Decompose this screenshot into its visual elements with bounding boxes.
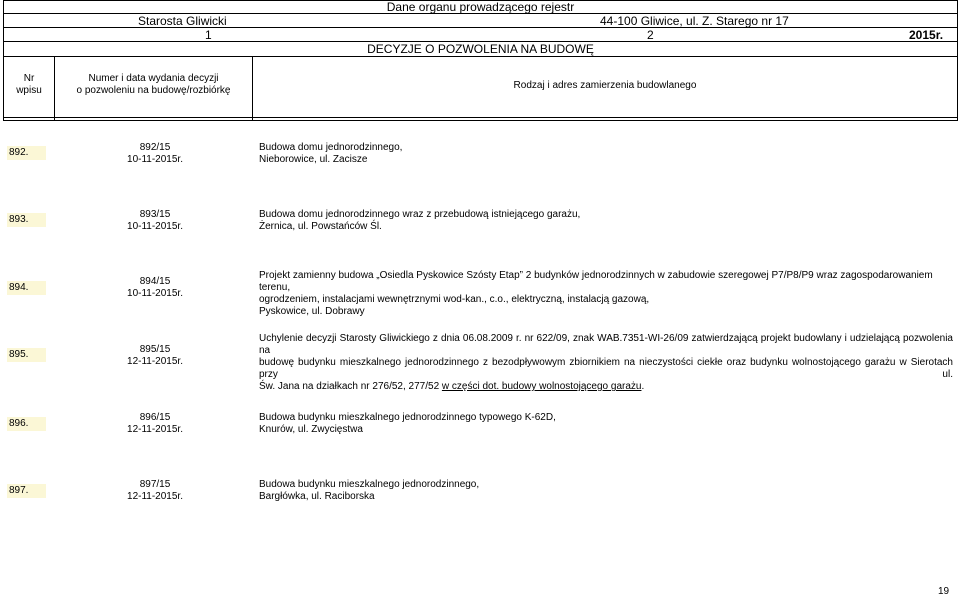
column-header-nr-line2: wpisu bbox=[16, 85, 42, 96]
description-line: Pyskowice, ul. Dobrawy bbox=[259, 306, 365, 317]
column-header-number-line2: o pozwoleniu na budowę/rozbiórkę bbox=[76, 85, 231, 96]
header-col2: 2 bbox=[647, 28, 654, 42]
description-line: budowę budynku mieszkalnego jednorodzinnego z bezodpływowym zbiornikiem na nieczystości ciekłe oraz budynku wolnostojącego garażu w Sierotach przy ul. bbox=[259, 357, 953, 380]
decision-number: 892/15 bbox=[139, 142, 171, 153]
description-line: Bargłówka, ul. Raciborska bbox=[259, 491, 375, 502]
header-col1: 1 bbox=[205, 28, 212, 42]
description-cell bbox=[259, 479, 953, 503]
header-year: 2015r. bbox=[909, 28, 944, 42]
entry-nr-cell: 893. bbox=[7, 213, 46, 227]
column-header-number bbox=[55, 73, 252, 97]
description-cell bbox=[259, 142, 953, 166]
description-line: Budowa domu jednorodzinnego wraz z przebudową istniejącego garażu, bbox=[259, 209, 581, 220]
decision-date: 12-11-2015r. bbox=[127, 424, 183, 435]
decision-number: 893/15 bbox=[139, 209, 171, 220]
decision-number-cell bbox=[100, 412, 210, 436]
description-underlined-text: w części dot. budowy wolnostojącego garażu bbox=[441, 381, 642, 392]
column-header-nr-line1: Nr bbox=[23, 73, 35, 84]
column-header-number-line1: Numer i data wydania decyzji bbox=[88, 73, 219, 84]
description-line: Żernica, ul. Powstańców Śl. bbox=[259, 221, 382, 232]
decision-number: 895/15 bbox=[139, 344, 171, 355]
description-line: Budowa domu jednorodzinnego, bbox=[259, 142, 403, 153]
decision-number: 896/15 bbox=[139, 412, 171, 423]
decision-number-cell bbox=[100, 209, 210, 233]
column-header-nr bbox=[4, 73, 54, 97]
table-left-border bbox=[3, 0, 4, 120]
decision-number-cell bbox=[100, 142, 210, 166]
description-line: ogrodzeniem, instalacjami wewnętrznymi wod-kan., c.o., elektryczną, instalacją gazową, bbox=[259, 294, 650, 305]
page-number: 19 bbox=[938, 586, 950, 597]
description-line: Nieborowice, ul. Zacisze bbox=[259, 154, 368, 165]
column-header-bottom bbox=[3, 117, 958, 118]
header-divider-4 bbox=[3, 56, 958, 57]
entry-nr-cell: 896. bbox=[7, 417, 46, 431]
description-text: Św. Jana na działkach nr 276/52, 277/52 bbox=[259, 381, 442, 392]
entry-nr-cell: 892. bbox=[7, 146, 46, 160]
entry-nr-cell: 895. bbox=[7, 348, 46, 362]
header-organ: Starosta Gliwicki bbox=[138, 14, 227, 28]
description-text: . bbox=[641, 381, 645, 392]
header-title: Dane organu prowadzącego rejestr bbox=[386, 0, 575, 14]
header-register: DECYZJE O POZWOLENIA NA BUDOWĘ bbox=[367, 42, 594, 56]
description-cell bbox=[259, 270, 953, 318]
description-line: Projekt zamienny budowa „Osiedla Pyskowice Szósty Etap” 2 budynków jednorodzinnych w zabudowie szeregowej P7/P8/P9 wraz zagospodarowaniem terenu, bbox=[259, 270, 933, 293]
decision-date: 10-11-2015r. bbox=[127, 154, 183, 165]
description-line: Budowa budynku mieszkalnego jednorodzinnego, bbox=[259, 479, 480, 490]
decision-number: 897/15 bbox=[139, 479, 171, 490]
column-header-description: Rodzaj i adres zamierzenia budowlanego bbox=[513, 80, 697, 91]
entry-nr-cell: 894. bbox=[7, 281, 46, 295]
table-right-border bbox=[957, 0, 958, 120]
description-cell bbox=[259, 333, 953, 393]
description-line bbox=[259, 381, 953, 393]
decision-date: 10-11-2015r. bbox=[127, 288, 183, 299]
description-cell bbox=[259, 412, 953, 436]
entry-nr-cell: 897. bbox=[7, 484, 46, 498]
decision-number-cell bbox=[100, 479, 210, 503]
description-line: Knurów, ul. Zwycięstwa bbox=[259, 424, 363, 435]
column-header-bottom-double bbox=[3, 120, 958, 121]
description-line: Uchylenie decyzji Starosty Gliwickiego z dnia 06.08.2009 r. nr 622/09, znak WAB.7351-WI-26/09 zatwierdzającą projekt budowlany i udzielającą pozwolenia na bbox=[259, 333, 953, 356]
decision-number-cell bbox=[100, 344, 210, 368]
decision-date: 10-11-2015r. bbox=[127, 221, 183, 232]
header-address: 44-100 Gliwice, ul. Z. Starego nr 17 bbox=[600, 14, 789, 28]
decision-date: 12-11-2015r. bbox=[127, 491, 183, 502]
decision-number: 894/15 bbox=[139, 276, 171, 287]
decision-number-cell bbox=[100, 276, 210, 300]
description-line: Budowa budynku mieszkalnego jednorodzinnego typowego K-62D, bbox=[259, 412, 556, 423]
description-cell bbox=[259, 209, 953, 233]
decision-date: 12-11-2015r. bbox=[127, 356, 183, 367]
